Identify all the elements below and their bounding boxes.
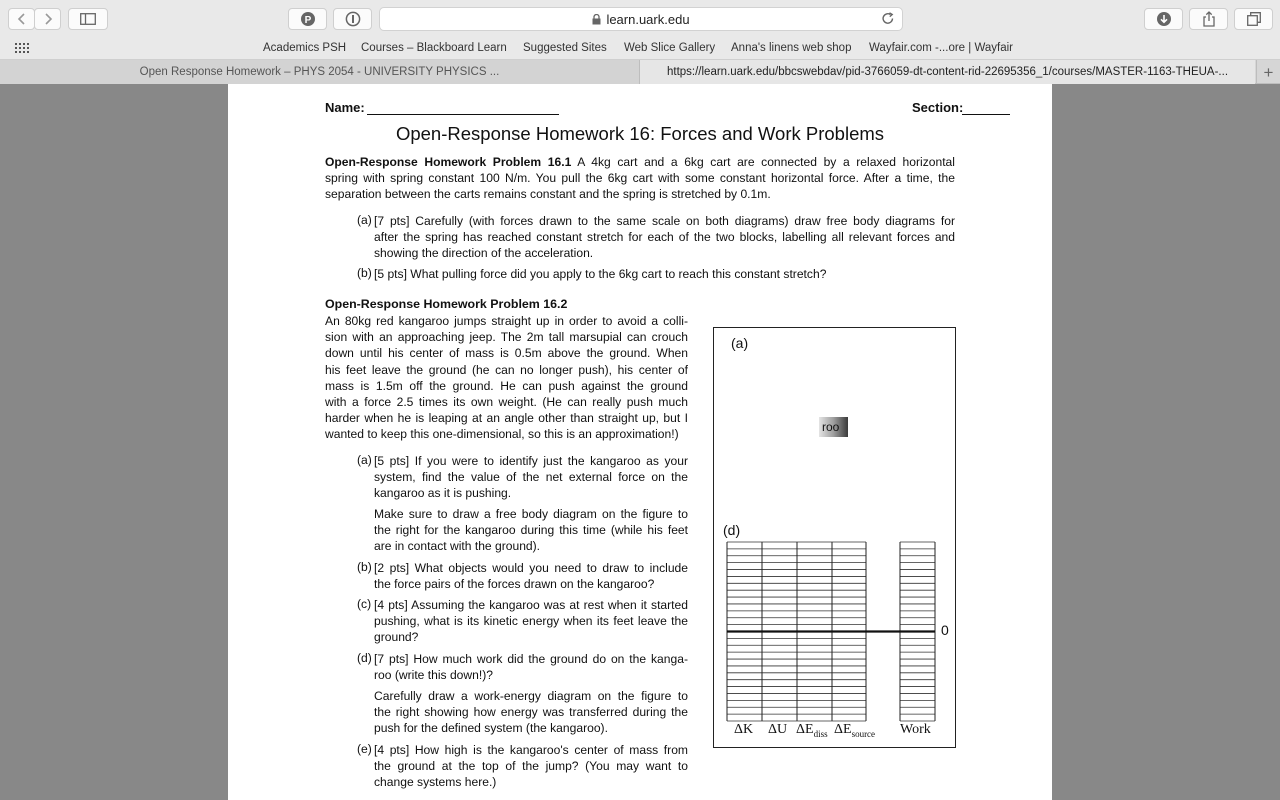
bar-label-sub: source <box>851 728 876 739</box>
reload-icon[interactable] <box>881 12 895 26</box>
part-text-line: the right for the kangaroo during this time (while his feet <box>374 523 688 538</box>
bookmark-academics-psh[interactable]: Academics PSH <box>263 42 347 54</box>
part-text-line: [5 pts] What pulling force did you apply to the 6kg cart to reach this constant stretch? <box>374 267 827 281</box>
problem-text-line: down until his center of mass is 0.5m above the ground. When <box>325 346 688 361</box>
apps-grid-icon[interactable] <box>15 43 30 54</box>
problem-text-line: An 80kg red kangaroo jumps straight up in order to avoid a colli- <box>325 314 688 328</box>
pinterest-icon <box>300 11 316 27</box>
tab-pdf[interactable] <box>640 60 1255 84</box>
bar-label-delta-e-diss <box>796 722 828 739</box>
plus-icon: + <box>1263 62 1274 82</box>
part-text-line: change systems here.) <box>374 775 497 790</box>
problem-text-line: separation between the carts remains constant and the spring is stretched by 0.1m. <box>325 187 771 202</box>
zero-axis-label: 0 <box>941 622 949 638</box>
sidebar-toggle-button[interactable] <box>68 8 108 30</box>
name-label: Name: <box>325 100 365 115</box>
share-icon <box>1202 11 1216 27</box>
problem-text-line: his feet leave the ground (he can no longer push), his center of <box>325 362 688 377</box>
part-label: (d) <box>357 651 372 665</box>
part-text-line: [5 pts] If you were to identify just the kangaroo as your <box>374 454 688 468</box>
onepassword-icon <box>345 11 361 27</box>
part-text-line: the force pairs of the forces drawn on the kangaroo? <box>374 577 655 592</box>
new-tab-button[interactable] <box>1256 60 1280 84</box>
bookmark-web-slice-gallery[interactable]: Web Slice Gallery <box>624 42 716 54</box>
tab-homework[interactable] <box>0 60 640 84</box>
kangaroo-image-label: roo <box>822 420 840 434</box>
figure-panel-d-label: (d) <box>723 522 741 538</box>
part-text-line: Carefully draw a work-energy diagram on the figure to <box>374 689 688 703</box>
download-icon <box>1156 11 1172 27</box>
bookmarks-bar <box>0 38 1280 60</box>
onepassword-button[interactable] <box>333 8 372 30</box>
bar-label-main: ΔE <box>796 722 814 737</box>
bookmark-suggested-sites[interactable]: Suggested Sites <box>523 42 607 54</box>
part-text-line: system, find the value of the net external force on the <box>374 470 688 485</box>
figure-panel-a-label: (a) <box>731 335 749 351</box>
part-text-line: [4 pts] Assuming the kangaroo was at rest when it started <box>374 598 688 612</box>
part-text-line: the ground at the top of the jump? (You may want to <box>374 759 688 774</box>
bookmark-annas-linens[interactable]: Anna's linens web shop <box>731 42 852 54</box>
back-button[interactable] <box>8 8 35 30</box>
part-label: (a) <box>357 453 372 467</box>
part-label: (c) <box>357 597 372 611</box>
problem-text-line: spring with spring constant 100 N/m. You pull the 6kg cart with some constant horizontal force. After a time, the <box>325 171 955 186</box>
pdf-viewer[interactable] <box>0 84 1280 800</box>
problem-16-2-heading: Open-Response Homework Problem 16.2 <box>325 297 568 311</box>
chevron-right-icon <box>43 12 53 26</box>
tab-overview-button[interactable] <box>1234 8 1273 30</box>
tab-label: https://learn.uark.edu/bbcswebdav/pid-3766059-dt-content-rid-22695356_1/courses/MASTER-1163-THEUA-... <box>666 66 1229 78</box>
bar-label-main: ΔU <box>768 722 788 737</box>
page-title: Open-Response Homework 16: Forces and Work Problems <box>395 123 885 144</box>
part-text-line: pushing, what is its kinetic energy when its feet leave the <box>374 614 688 629</box>
sidebar-icon <box>80 13 96 25</box>
forward-button[interactable] <box>34 8 61 30</box>
part-text-line: [2 pts] What objects would you need to draw to include <box>374 561 688 575</box>
pinterest-button[interactable] <box>288 8 327 30</box>
url-text: learn.uark.edu <box>606 11 690 27</box>
bar-label-work <box>900 722 931 738</box>
part-label: (a) <box>357 213 372 227</box>
bookmark-blackboard[interactable]: Courses – Blackboard Learn <box>361 42 507 54</box>
share-button[interactable] <box>1189 8 1228 30</box>
tabs-icon <box>1247 12 1261 26</box>
pdf-page <box>228 84 1052 800</box>
part-text-line: [7 pts] How much work did the ground do on the kanga- <box>374 652 688 666</box>
address-bar[interactable] <box>379 7 903 31</box>
part-text-line: push for the defined system (the kangaroo). <box>374 721 608 736</box>
part-text-line: showing the direction of the acceleration. <box>374 246 594 261</box>
problem-text-line: wanted to keep this one-dimensional, so this is an approximation!) <box>325 427 679 442</box>
browser-toolbar <box>0 0 1280 38</box>
problem-text-line: A 4kg cart and a 6kg cart are connected by a relaxed horizontal <box>577 155 955 169</box>
bookmark-wayfair[interactable]: Wayfair.com -...ore | Wayfair <box>869 42 1013 54</box>
part-label: (b) <box>357 560 372 574</box>
bar-label-sub: diss <box>813 728 828 739</box>
part-text-line: Make sure to draw a free body diagram on the figure to <box>374 507 688 521</box>
chevron-left-icon <box>17 12 27 26</box>
svg-text:P: P <box>304 15 311 26</box>
bar-label-delta-u <box>768 722 787 738</box>
bar-label-delta-k <box>734 722 753 738</box>
tab-label: Open Response Homework – PHYS 2054 - UNIVERSITY PHYSICS ... <box>139 66 500 78</box>
tab-bar <box>0 60 1280 84</box>
part-text-line: are in contact with the ground). <box>374 539 541 554</box>
downloads-button[interactable] <box>1144 8 1183 30</box>
bar-label-main: ΔK <box>734 722 754 737</box>
lock-icon <box>592 14 601 25</box>
part-label: (b) <box>357 266 372 280</box>
problem-16-1-heading: Open-Response Homework Problem 16.1 <box>325 155 572 169</box>
bar-label-main: Work <box>900 722 931 737</box>
part-text-line: kangaroo as it is pushing. <box>374 486 512 501</box>
part-text-line: [7 pts] Carefully (with forces drawn to the same scale on both diagrams) draw free body diagrams for <box>374 214 955 228</box>
bar-label-delta-e-source <box>834 722 875 739</box>
problem-text-line: mass is 1.5m off the ground. He can push against the ground <box>325 378 688 393</box>
section-label: Section: <box>912 100 964 115</box>
part-text-line: ground? <box>374 630 419 645</box>
problem-text-line: harder when he is leaping at an angle other than straight up, but I <box>325 411 688 426</box>
problem-text-line: with a force 2.5 times its own weight. (He can really push much <box>325 395 688 410</box>
part-text-line: [4 pts] How high is the kangaroo's center of mass from <box>374 743 688 757</box>
part-text-line: after the spring has reached constant stretch for each of the two blocks, labelling all relevant forces and <box>374 230 955 245</box>
problem-text-line: sion with an approaching jeep. The 2m tall marsupial can crouch <box>325 330 688 345</box>
part-text-line: roo (write this down!)? <box>374 668 493 683</box>
part-label: (e) <box>357 742 372 756</box>
work-energy-bar-grid <box>228 84 1052 800</box>
bar-label-main: ΔE <box>834 722 852 737</box>
part-text-line: the right showing how energy was transferred during the <box>374 705 688 720</box>
